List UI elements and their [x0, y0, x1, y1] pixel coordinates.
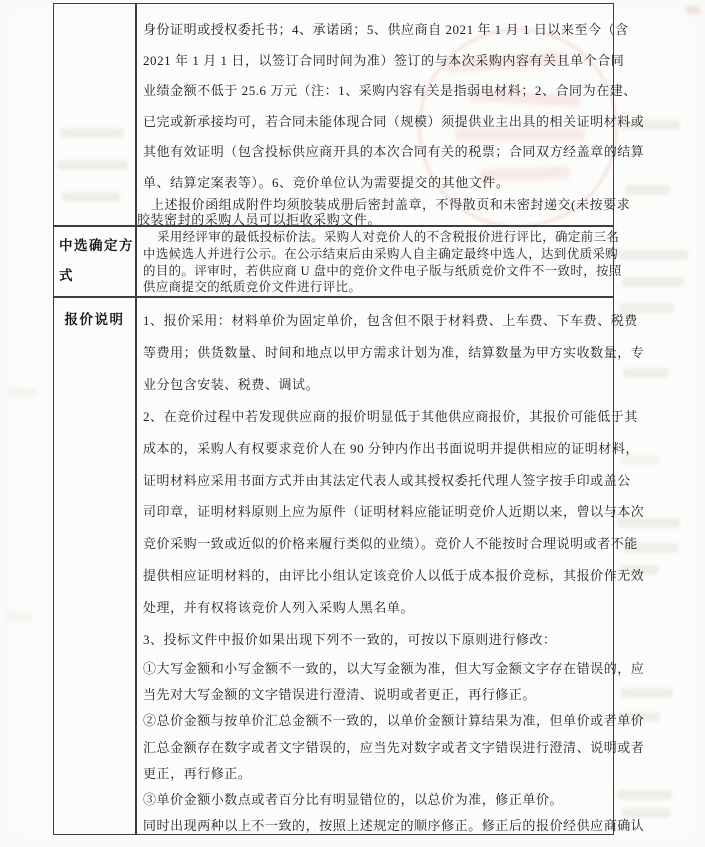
label-line: 中选确定方	[59, 238, 134, 253]
show-through-mark	[622, 808, 670, 818]
text-line: 上述报价函组成附件均须胶装成册后密封盖章，不得散页和未密封递交(未按要求	[151, 196, 631, 212]
text-line: 1、报价采用：材料单价为固定单价，包含但不限于材料费、上车费、下车费、税费	[143, 313, 638, 328]
text-line: ①大写金额和小写金额不一致的，以大写金额为准，但大写金额文字存在错误的，应	[143, 660, 645, 676]
text-line: 成本的，采购人有权要求竞价人在 90 分钟内作出书面说明并提供相应的证明材料，	[143, 440, 639, 456]
row-selection-method	[135, 225, 622, 296]
show-through-mark	[619, 303, 674, 313]
show-through-mark	[8, 388, 38, 398]
text-line: 的目的。评审时，若供应商 U 盘中的竞价文件电子版与纸质竞价文件不一致时，按照	[143, 263, 622, 278]
row-quotation-notes	[135, 296, 645, 839]
show-through-mark	[618, 250, 688, 260]
label-quotation-notes: 报价说明	[64, 312, 125, 327]
text-line: 业绩金额不低于 25.6 万元（注：1、采购内容有关是指弱电材料；2、合同为在建、	[143, 83, 637, 99]
paragraph	[143, 305, 645, 656]
text-line: 处理，并有权将该竞价人列入采购人黑名单。	[143, 600, 415, 616]
show-through-mark	[617, 790, 672, 800]
show-through-mark	[623, 368, 669, 378]
text-line: 更正，再行修正。	[143, 765, 252, 781]
text-line: 3、投标文件中报价如果出现下列不一致的，可按以下原则进行修改：	[143, 632, 557, 648]
red-seal-smudge	[685, 6, 701, 14]
text-line: 供应商提交的纸质竞价文件进行评比。	[143, 280, 362, 295]
text-line: 其他有效证明（包含投标供应商开具的本次合同有关的税票；合同双方经盖章的结算	[143, 144, 645, 160]
text-line: ②总价金额与按单价汇总金额不一致的，以单价金额计算结果为准，但单价或者单价	[143, 713, 645, 729]
text-line: 已完或新承接均可，若合同未能体现合同（规模）须提供业主出具的相关证明材料或	[143, 113, 645, 129]
show-through-mark	[625, 185, 670, 195]
paragraph	[143, 15, 645, 199]
procurement-terms-table	[53, 3, 645, 835]
text-line: 司印章，证明材料原则上应为原件（证明材料应能证明竞价人近期以来，曾以与本次	[143, 504, 645, 520]
text-line: 提供相应证明材料的，由评比小组认定该竞价人以低于成本报价竞标，其报价作无效	[143, 568, 645, 584]
label-selection-method	[59, 231, 135, 291]
text-line: 业分包含安装、税费、调试。	[143, 376, 320, 392]
show-through-mark	[622, 277, 684, 287]
text-line: 当先对大写金额的文字错误进行澄清、说明或者更正，再行修正。	[143, 687, 536, 703]
text-line: 竞价采购一致或近似的价格来履行类似的业绩）。竞价人不能按时合理说明或者不能	[143, 536, 638, 552]
text-line: 2021 年 1 月 1 日，以签订合同时间为准）签订的与本次采购内容有关且单个合同	[143, 52, 625, 68]
text-line: 采用经评审的最低投标价法。采购人对竞价人的不含税报价进行评比，确定前三名	[157, 230, 620, 244]
text-line: 中选候选人并进行公示。在公示结束后由采购人自主确定最终中选人，达到优质采购	[143, 246, 619, 261]
paragraph	[137, 196, 631, 228]
text-line: 胶装密封的采购人员可以拒收采购文件。	[137, 212, 381, 228]
text-line: 等费用；供货数量、时间和地点以甲方需求计划为准，结算数量为甲方实收数量，专	[143, 344, 645, 360]
text-line: 同时出现两种以上不一致的，按照上述规定的顺序修正。修正后的报价经供应商确认	[143, 818, 645, 834]
show-through-mark	[621, 688, 673, 698]
text-line: 单、结算定案表等）。6、竞价单位认为需要提交的其他文件。	[143, 174, 510, 190]
show-through-mark	[6, 612, 32, 622]
text-line: 身份证明或授权委托书；4、承诺函；5、供应商自 2021 年 1 月 1 日以来至今（含	[143, 22, 629, 37]
paragraph	[143, 656, 645, 839]
row-attachment-requirements	[135, 4, 645, 228]
text-line: 汇总金额存在数字或者文字错误的，应当先对数字或者文字错误进行澄清、说明或者	[143, 739, 645, 755]
text-line: ③单价金额小数点或者百分比有明显错位的，以总价为准，修正单价。	[143, 791, 564, 807]
label-line: 式	[59, 268, 74, 283]
text-line: 证明材料应采用书面方式并由其法定代表人或其授权委托代理人签字按手印或盖公	[143, 472, 631, 488]
show-through-mark	[620, 455, 660, 465]
show-through-mark	[618, 518, 680, 528]
text-line: 2、在竞价过程中若发现供应商的报价明显低于其他供应商报价，其报价可能低于其	[143, 408, 638, 424]
